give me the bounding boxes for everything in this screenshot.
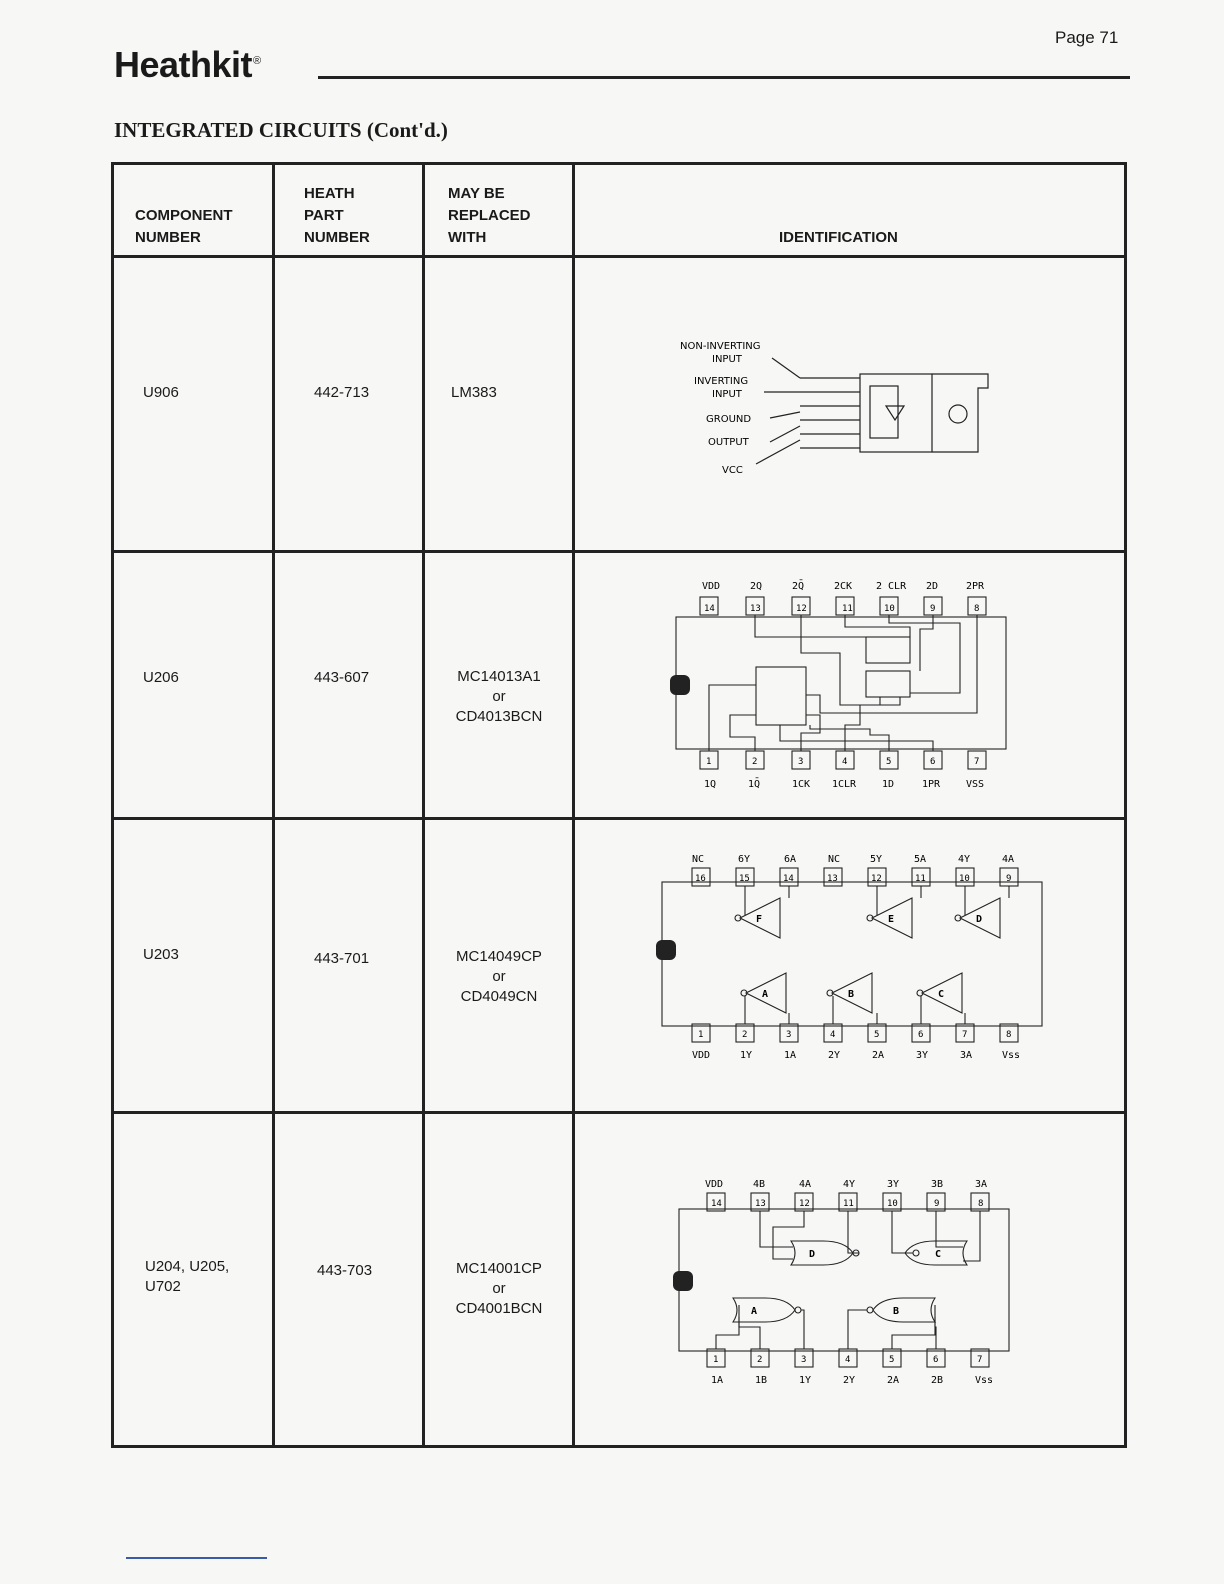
pin-label: 2 CLR [876, 581, 907, 592]
pin-label: 5Y [870, 854, 883, 865]
row-divider [114, 1111, 1124, 1114]
pin-label: OUTPUT [708, 437, 749, 448]
pin-number: 13 [755, 1199, 766, 1209]
notch-mark [673, 1271, 693, 1291]
pin-number: 11 [915, 874, 926, 884]
pin-label: 4Y [843, 1179, 856, 1190]
part-number: 442-713 [314, 384, 370, 401]
pin-label: 6A [784, 854, 797, 865]
pin-label: 2CK [834, 581, 853, 592]
pin-label: 1CK [792, 779, 811, 790]
pin-label: 1PR [922, 779, 941, 790]
lm383-diagram [660, 330, 1000, 490]
row-divider [114, 255, 1124, 258]
replacement: MC14013A1 or CD4013BCN [455, 668, 543, 725]
pin-number: 5 [886, 757, 892, 767]
pin-number: 2 [757, 1355, 763, 1365]
gate-label: A [762, 989, 769, 1000]
component-number: U204, U205, U702 [145, 1258, 230, 1295]
pin-number: 10 [887, 1199, 898, 1209]
pin-label: 2A [872, 1050, 885, 1061]
pin-label: NON-INVERTING [680, 341, 761, 352]
gate-label: A [751, 1306, 758, 1317]
pin-label: 2Q [750, 581, 763, 592]
gate-label: D [976, 914, 983, 925]
pin-number: 9 [930, 604, 936, 614]
pin-number: 7 [962, 1030, 968, 1040]
mc14001-diagram [673, 1175, 1023, 1393]
header-may-be-replaced-with: MAY BE REPLACED WITH [448, 185, 531, 246]
pin-number: 6 [930, 757, 936, 767]
header-identification: IDENTIFICATION [779, 229, 898, 246]
pin-label: 2PR [966, 581, 985, 592]
pin-label: 6Y [738, 854, 751, 865]
pin-label: 2Q̄ [792, 581, 805, 592]
section-title: INTEGRATED CIRCUITS (Cont'd.) [114, 118, 448, 142]
pin-label: 2D [926, 581, 939, 592]
column-divider [272, 165, 275, 1445]
pin-number: 7 [977, 1355, 983, 1365]
pin-label: 4A [799, 1179, 812, 1190]
gate-label: C [938, 989, 945, 1000]
pin-number: 4 [830, 1030, 836, 1040]
pin-label: VCC [722, 465, 743, 476]
pin-number: 14 [711, 1199, 722, 1209]
header-component-number: COMPONENT NUMBER [135, 207, 233, 246]
row-divider [114, 550, 1124, 553]
pin-number: 8 [1006, 1030, 1012, 1040]
replacement: LM383 [451, 384, 497, 401]
lm383-package [756, 358, 988, 464]
pin-label: 3A [975, 1179, 988, 1190]
pin-label: 1D [882, 779, 895, 790]
dip-package [676, 597, 1006, 769]
gate-label: C [935, 1249, 942, 1260]
part-number: 443-701 [314, 950, 370, 967]
header-rule [318, 76, 1130, 79]
pin-label: 1Q [704, 779, 717, 790]
gate-label: F [756, 914, 763, 925]
pin-number: 7 [974, 757, 980, 767]
pin-label: 2A [887, 1375, 900, 1386]
pin-number: 6 [918, 1030, 924, 1040]
pin-label: 4B [753, 1179, 766, 1190]
pin-number: 5 [874, 1030, 880, 1040]
pin-label: 2Y [828, 1050, 841, 1061]
pin-number: 14 [704, 604, 715, 614]
replacement: MC14049CP or CD4049CN [456, 948, 542, 1005]
pin-number: 11 [843, 1199, 854, 1209]
pin-label: VDD [702, 581, 721, 592]
column-divider [422, 165, 425, 1445]
pin-label: 3A [960, 1050, 973, 1061]
pin-number: 10 [884, 604, 895, 614]
mc14049-diagram [656, 848, 1056, 1070]
gate-label: B [893, 1306, 900, 1317]
pin-label: 4Y [958, 854, 971, 865]
pin-label: 5A [914, 854, 927, 865]
gate-label: D [809, 1249, 816, 1260]
pin-label: INPUT [712, 354, 742, 365]
pin-number: 12 [871, 874, 882, 884]
dip-package [662, 868, 1042, 1042]
pin-number: 6 [933, 1355, 939, 1365]
pin-number: 2 [752, 757, 758, 767]
dip-package [679, 1193, 1009, 1367]
pin-label: 1CLR [832, 779, 857, 790]
pin-number: 12 [796, 604, 807, 614]
pin-number: 11 [842, 604, 853, 614]
pin-label: INPUT [712, 389, 742, 400]
pin-label: VDD [692, 1050, 711, 1061]
footer-rule [126, 1557, 267, 1559]
component-number: U206 [143, 669, 179, 686]
header-heath-part-number: HEATH PART NUMBER [304, 185, 370, 246]
pin-number: 13 [827, 874, 838, 884]
pin-number: 10 [959, 874, 970, 884]
pin-number: 13 [750, 604, 761, 614]
pin-number: 8 [978, 1199, 984, 1209]
pin-label: Vss [1002, 1050, 1021, 1061]
pin-label: 2B [931, 1375, 944, 1386]
pin-label: Vss [975, 1375, 994, 1386]
pin-number: 9 [1006, 874, 1012, 884]
mc14013-diagram [670, 565, 1020, 805]
pin-label: 3Y [887, 1179, 900, 1190]
pin-number: 16 [695, 874, 706, 884]
pin-label: 1Q̄ [748, 779, 761, 790]
component-number: U203 [143, 946, 179, 963]
brand-logo: Heathkit® [114, 44, 261, 85]
gate-label: B [848, 989, 855, 1000]
pin-label: VSS [966, 779, 985, 790]
pin-label: GROUND [706, 414, 752, 425]
pin-label: 4A [1002, 854, 1015, 865]
pin-label: NC [828, 854, 841, 865]
pin-number: 3 [786, 1030, 792, 1040]
pin-label: 1Y [799, 1375, 812, 1386]
page-number: Page 71 [1055, 28, 1119, 47]
pin-number: 3 [801, 1355, 807, 1365]
pin-number: 1 [713, 1355, 719, 1365]
pin-number: 9 [934, 1199, 940, 1209]
pin-number: 4 [842, 757, 848, 767]
pin-label: INVERTING [694, 376, 749, 387]
pin-number: 15 [739, 874, 750, 884]
row-divider [114, 817, 1124, 820]
notch-mark [656, 940, 676, 960]
pin-label: 1Y [740, 1050, 753, 1061]
pin-label: 3Y [916, 1050, 929, 1061]
pin-label: 2Y [843, 1375, 856, 1386]
pin-number: 1 [706, 757, 712, 767]
column-divider [572, 165, 575, 1445]
pin-number: 12 [799, 1199, 810, 1209]
gate-label: E [888, 914, 895, 925]
pin-number: 2 [742, 1030, 748, 1040]
pin-label: 1A [711, 1375, 724, 1386]
pin-number: 5 [889, 1355, 895, 1365]
pin-label: 1B [755, 1375, 768, 1386]
pin-number: 4 [845, 1355, 851, 1365]
pin-label: 3B [931, 1179, 944, 1190]
pin-number: 14 [783, 874, 794, 884]
pin-number: 1 [698, 1030, 704, 1040]
pin-label: NC [692, 854, 705, 865]
replacement: MC14001CP or CD4001BCN [455, 1260, 543, 1317]
pin-label: 1A [784, 1050, 797, 1061]
pin-number: 3 [798, 757, 804, 767]
notch-mark [670, 675, 690, 695]
part-number: 443-703 [317, 1262, 373, 1279]
pin-label: VDD [705, 1179, 724, 1190]
part-number: 443-607 [314, 669, 370, 686]
pin-number: 8 [974, 604, 980, 614]
component-number: U906 [143, 384, 179, 401]
